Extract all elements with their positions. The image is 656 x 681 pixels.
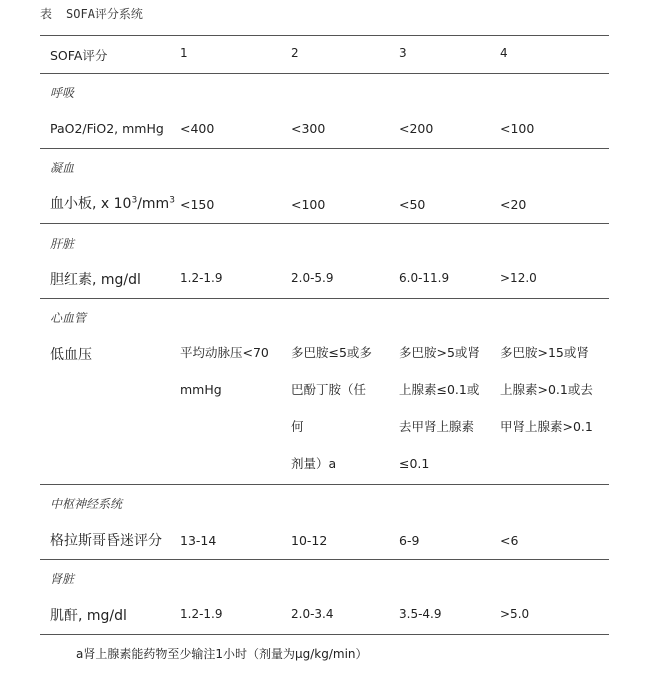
cardio-value-1-line: 平均动脉压<70 — [180, 345, 269, 360]
rule-cns — [40, 559, 609, 560]
respiratory-value-2: <300 — [291, 121, 326, 136]
caption-title: SOFA评分系统 — [66, 7, 143, 21]
cardio-value-3-line: 上腺素≤0.1或 — [399, 382, 480, 397]
liver-label: 胆红素, mg/dl — [50, 272, 141, 288]
cns-label: 格拉斯哥昏迷评分 — [50, 533, 162, 549]
cardio-value-3-line: 去甲肾上腺素 — [399, 419, 475, 434]
header-score-4: 4 — [500, 46, 508, 60]
caption-label: 表 — [40, 7, 53, 21]
renal-value-4: >5.0 — [500, 607, 530, 621]
header-label: SOFA评分 — [50, 48, 108, 63]
rule-top — [40, 35, 609, 36]
cardio-value-2-line: 巴酚丁胺（任 — [291, 382, 367, 397]
section-title-cardio: 心血管 — [50, 311, 87, 325]
cardio-value-3-line: ≤0.1 — [399, 456, 430, 471]
cardio-value-3 — [399, 334, 480, 482]
coagulation-label — [50, 193, 175, 213]
rule-header — [40, 73, 609, 74]
respiratory-value-3: <200 — [399, 121, 434, 136]
cardio-value-2-line: 何 — [291, 419, 304, 434]
cardio-value-3-line: 多巴胺>5或肾 — [399, 345, 480, 360]
renal-label: 肌酐, mg/dl — [50, 608, 127, 624]
coagulation-label-exp1: 3 — [131, 195, 138, 206]
cardio-label: 低血压 — [50, 347, 92, 363]
renal-value-1: 1.2-1.9 — [180, 607, 223, 621]
header-score-1: 1 — [180, 46, 188, 60]
cardio-value-2 — [291, 334, 372, 482]
table-caption — [40, 5, 143, 22]
rule-bottom — [40, 634, 609, 635]
cardio-value-2-line: 剂量）a — [291, 456, 337, 471]
rule-respiratory — [40, 148, 609, 149]
section-title-respiratory: 呼吸 — [50, 86, 75, 100]
cardio-value-2-line: 多巴胺≤5或多 — [291, 345, 372, 360]
cardio-value-4-line: 上腺素>0.1或去 — [500, 382, 593, 397]
coagulation-value-4: <20 — [500, 197, 527, 212]
renal-value-2: 2.0-3.4 — [291, 607, 334, 621]
cns-value-4: <6 — [500, 533, 519, 548]
liver-value-3: 6.0-11.9 — [399, 271, 450, 285]
rule-liver — [40, 298, 609, 299]
section-title-cns: 中枢神经系统 — [50, 497, 123, 511]
header-score-2: 2 — [291, 46, 299, 60]
cardio-value-1 — [180, 334, 269, 408]
renal-value-3: 3.5-4.9 — [399, 607, 442, 621]
coagulation-label-base: 血小板, x 10 — [50, 196, 132, 212]
cns-value-1: 13-14 — [180, 533, 217, 548]
coagulation-label-unit: /mm — [137, 196, 170, 212]
liver-value-2: 2.0-5.9 — [291, 271, 334, 285]
header-score-3: 3 — [399, 46, 407, 60]
cardio-value-4-line: 多巴胺>15或肾 — [500, 345, 589, 360]
respiratory-value-1: <400 — [180, 121, 215, 136]
liver-value-4: >12.0 — [500, 271, 537, 285]
section-title-liver: 肝脏 — [50, 237, 75, 251]
cardio-value-4 — [500, 334, 593, 445]
coagulation-value-3: <50 — [399, 197, 426, 212]
cardio-value-1-line: mmHg — [180, 382, 222, 397]
rule-coagulation — [40, 223, 609, 224]
cns-value-2: 10-12 — [291, 533, 328, 548]
cns-value-3: 6-9 — [399, 533, 420, 548]
cardio-value-4-line: 甲肾上腺素>0.1 — [500, 419, 593, 434]
section-title-renal: 肾脏 — [50, 572, 75, 586]
respiratory-label: PaO2/FiO2, mmHg — [50, 121, 164, 136]
liver-value-1: 1.2-1.9 — [180, 271, 223, 285]
table-footnote: a肾上腺素能药物至少输注1小时（剂量为μg/kg/min） — [76, 647, 368, 661]
coagulation-value-2: <100 — [291, 197, 326, 212]
section-title-coagulation: 凝血 — [50, 161, 75, 175]
respiratory-value-4: <100 — [500, 121, 535, 136]
rule-cardio — [40, 484, 609, 485]
coagulation-label-exp2: 3 — [169, 195, 175, 206]
coagulation-value-1: <150 — [180, 197, 215, 212]
